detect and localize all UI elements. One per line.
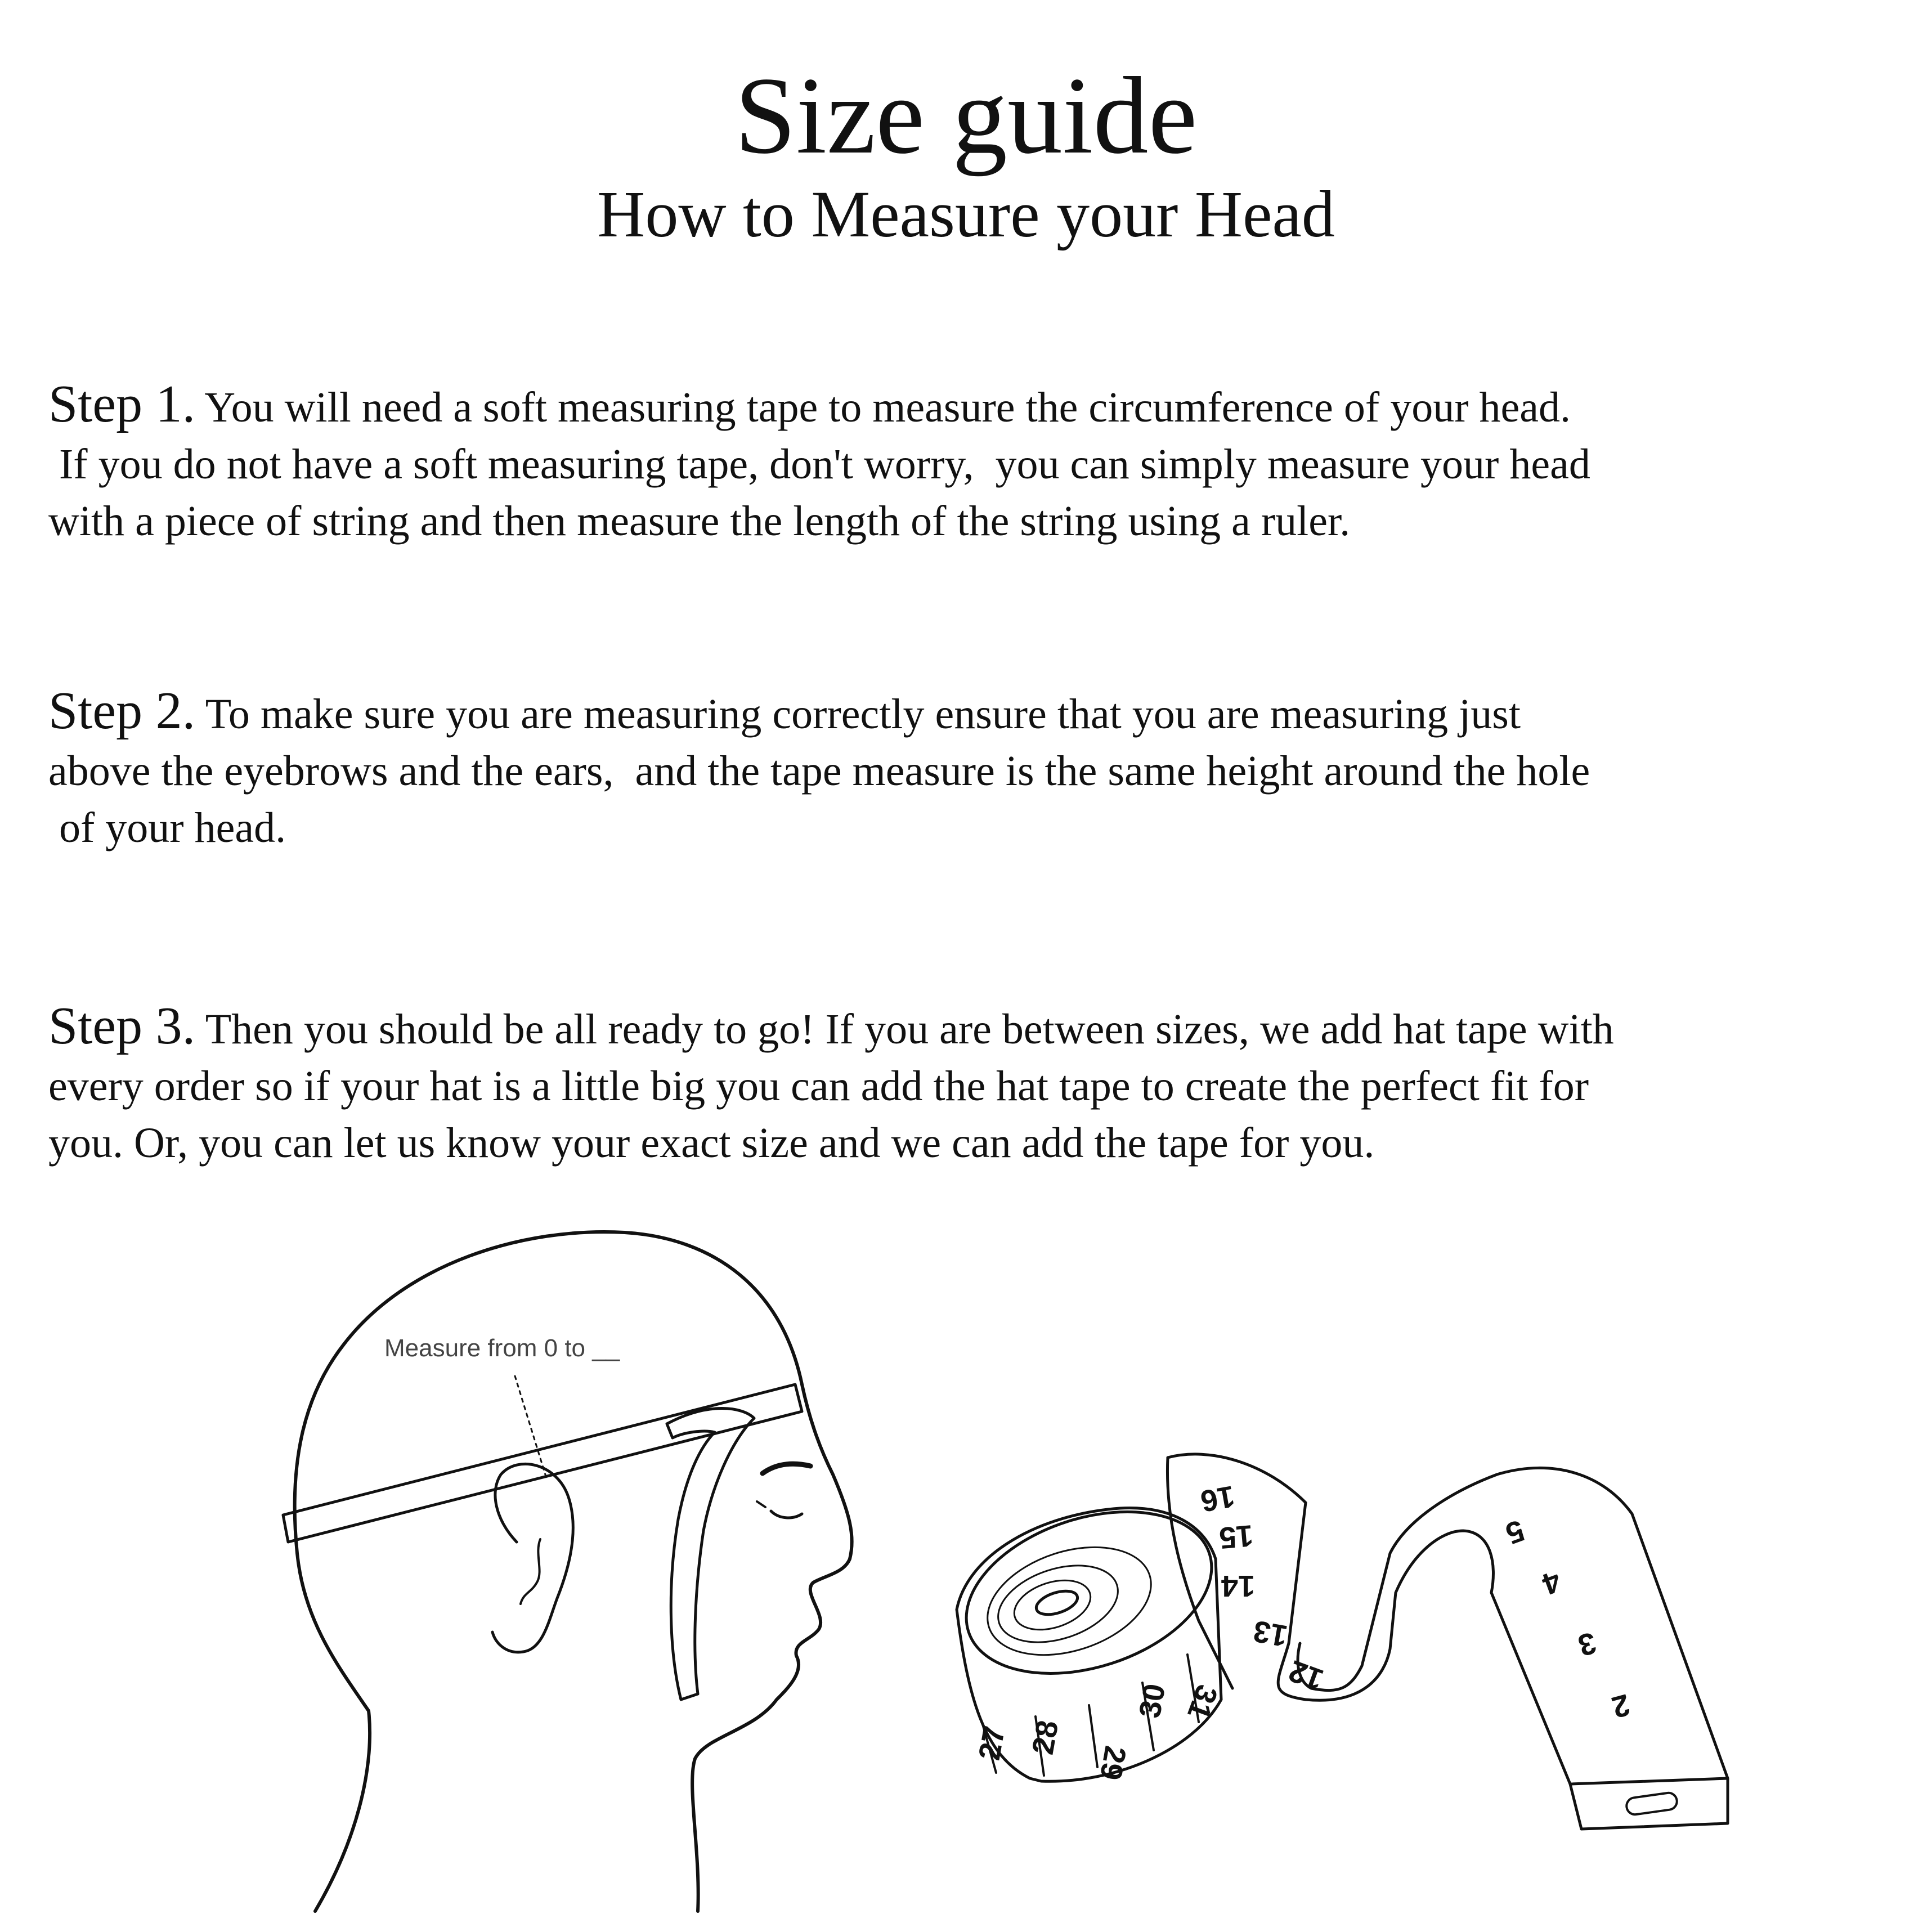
head-measure-label: Measure from 0 to __ [384,1334,620,1362]
step-1-text-3: with a piece of string and then measure the length of the string using a ruler. [48,497,1351,545]
page-title: Size guide [734,55,1198,177]
tape-number: 4 [1537,1563,1566,1602]
step-3-text-1: Then you should be all ready to go! If you are between sizes, we add hat tape with [195,1006,1614,1053]
tape-number: 12 [1284,1653,1328,1697]
step-2-text-2: above the eyebrows and the ears, and the tape measure is the same height around the hole [48,747,1590,795]
step-1-text-1: You will need a soft measuring tape to measure the circumference of your head. [195,384,1571,431]
step-1-label: Step 1. [48,375,196,433]
step-1-paragraph [48,376,1900,550]
tape-number: 16 [1198,1479,1238,1518]
step-3-label: Step 3. [48,997,196,1055]
tape-roll-numbers [972,1680,1224,1783]
tape-number: 29 [1093,1743,1133,1783]
measuring-illustration [0,1210,1932,1932]
step-1-text-2: If you do not have a soft measuring tape, don't worry, you can simply measure your head [48,441,1590,488]
tape-number: 15 [1218,1518,1255,1556]
tape-number: 28 [1025,1718,1065,1758]
tape-end-numbers [1501,1513,1634,1724]
tape-number: 2 [1608,1687,1634,1725]
page-subtitle: How to Measure your Head [597,177,1335,251]
step-2-paragraph [48,683,1900,857]
step-3-line-1 [48,998,1900,1058]
tape-number: 27 [972,1723,1012,1763]
tape-number: 31 [1181,1680,1225,1724]
tape-number: 5 [1501,1513,1529,1551]
step-2-text-3: of your head. [48,804,286,851]
measuring-tape-icon [945,1454,1728,1829]
step-3-text-3: you. Or, you can let us know your exact size and we can add the tape for you. [48,1119,1375,1167]
tape-number: 3 [1574,1625,1600,1663]
step-1-line-1 [48,376,1900,436]
step-3-paragraph [48,998,1900,1172]
step-2-text-1: To make sure you are measuring correctly ensure that you are measuring just [195,691,1521,738]
step-2-line-1 [48,683,1900,743]
tape-number: 30 [1132,1681,1172,1721]
step-3-text-2: every order so if your hat is a little big you can add the hat tape to create the perfect fit for [48,1063,1589,1110]
tape-number: 13 [1250,1613,1290,1653]
step-2-label: Step 2. [48,682,196,740]
tape-number: 14 [1221,1569,1255,1603]
